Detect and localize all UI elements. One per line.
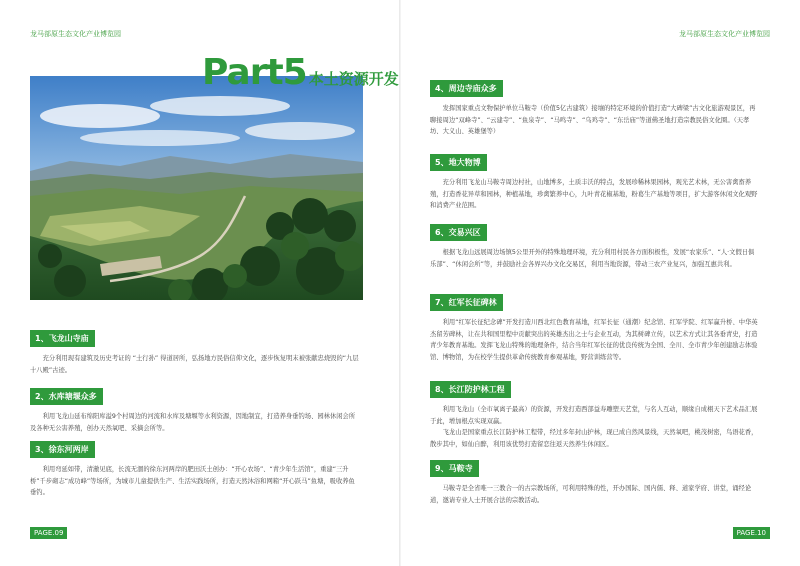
section-surrounding-temples — [430, 76, 760, 138]
section-heading: 3、徐东河两岸 — [30, 441, 95, 458]
running-head-left: 龙马部原生态文化产业博览园 — [30, 30, 121, 38]
section-land-resources — [430, 150, 760, 212]
landscape-photo — [30, 76, 363, 300]
section-body: 利用飞龙山延布绵阳库溢9个村周边的河流和水库及塘堰等水利资源，因地制宜，打造养身垂钓场、园林休闲会所及各种无公害养殖，创办天然氧吧、采摘会所等。 — [30, 413, 356, 432]
section-heading: 6、交易兴区 — [430, 224, 487, 241]
section-heading: 7、红军长征碑林 — [430, 294, 503, 311]
section-heading: 2、水库塘堰众多 — [30, 388, 103, 405]
section-heading: 1、飞龙山寺庙 — [30, 330, 95, 347]
section-feilongshan-temple — [30, 326, 360, 376]
page-gutter — [399, 0, 401, 566]
section-red-army-stele — [430, 290, 760, 363]
section-shelterbelt-project — [430, 377, 760, 450]
section-reservoirs — [30, 384, 360, 434]
section-heading: 4、周边寺庙众多 — [430, 80, 503, 97]
section-body: 充分利用现有建筑及历史考证的 “土行孙” 得道居所，弘扬地方民俗信仰文化，逐步恢复明末被张献忠烧毁的“九层十八殿”古迹。 — [30, 355, 359, 374]
section-heading: 8、长江防护林工程 — [430, 381, 511, 398]
title-subtitle: 本土资源开发 — [308, 70, 399, 88]
section-body: 飞龙山是国家重点长江防护林工程带，经过多年封山护林，现已成自然风景线，天然氧吧，桃茂树密，鸟语花香，散步其中，如仙自醉，利用该优势打造留恋往返天然养生休闲区。 — [430, 429, 758, 448]
section-body: 发挥国家重点文物保护单位马鞍寺（价值5亿古建筑）接壤的特定环境的价值打造“大碑梁”古文化旅游观景区，再聊接周边“双峰寺”、“云建寺”、“鱼泉寺”、“马鸣寺”、“乌鸡寺”、“东岳庙”等道佛圣地打造宗教民俗文化圈。（天孝坊、大义山、英雄堡等） — [430, 105, 756, 135]
section-body: 利用“红军长征纪念碑”开发打造川西北红色教育基地，红军长征（通潮）纪念馆、红军学院、红军赢升桥、中华英杰留芳碑林，让在共和国里程中贡献突出的英雄杰出之士与企业互动，为其树碑立传，以艺术方式让其各垂青史，打造青少年教育基地。发挥飞龙山特殊的地理条件，结合当年红军长征的优良传统为全国、全川、全市青少年创建励志体验馆、博物馆，为在校学生提供革命传统教育参观基地，野营训练营等。 — [430, 319, 758, 361]
page-number-left: PAGE.09 — [30, 527, 67, 539]
section-maan-temple — [430, 456, 760, 506]
section-body: 充分利用飞龙山马鞍寺周边村社，山地博多，土质丰沃的特点，发展珍稀林果园林，观光艺术林，无公害禽畜养殖，打造香花异草和园林，种植基地，珍禽繁养中心，九叶青花椒基地，粉葛生产基地等项目，扩大游客休闲文化观野和消费产业范围。 — [430, 179, 758, 209]
section-heading: 5、地大物博 — [430, 154, 487, 171]
page-title — [202, 52, 399, 93]
section-body: 马鞍寺是全省唯一三教合一的古宗教场所，可利用特殊的性，开办国际、国内儒、释、道家学府、讲堂，诵经论道，邀请专业人士开展合法的宗教活动。 — [430, 485, 752, 504]
running-head-right: 龙马部原生态文化产业博览园 — [679, 30, 770, 38]
section-body: 根据飞龙山远展周边场镇5公里开外的特殊地理环境，充分利用村民各方面积极性，发展“农家乐”、“人·文假日俱乐部”、“休闲会所”等，并鼓励社会各界兴办文化交易区，利用当地资源，带动三农产业复兴，加强互惠共利。 — [430, 249, 755, 268]
page-number-right: PAGE.10 — [733, 527, 770, 539]
section-xudong-river — [30, 437, 360, 499]
title-part: Part5 — [202, 52, 307, 93]
section-body: 利用飞龙山（全市氧离子最高）的资源，开发打造西部益寿雕塑天艺堂，与名人互动，顺缘自成栩天下艺术品汇展于此，增加根点实现双赢。 — [430, 406, 758, 425]
section-body: 利用弯延如带，清澈见底，长流无涸的徐东河两岸的肥田沃土创办：“开心农场”、“青少年生活馆”，重建“三升桥”千步砌志“成功峰”等场所，为城市儿童提供生产、生活实践场所，打造天然沐浴和网箱“开心跃马”鱼塘，吸收养鱼垂钓。 — [30, 466, 355, 496]
section-trade-zone — [430, 220, 760, 270]
section-heading: 9、马鞍寺 — [430, 460, 479, 477]
